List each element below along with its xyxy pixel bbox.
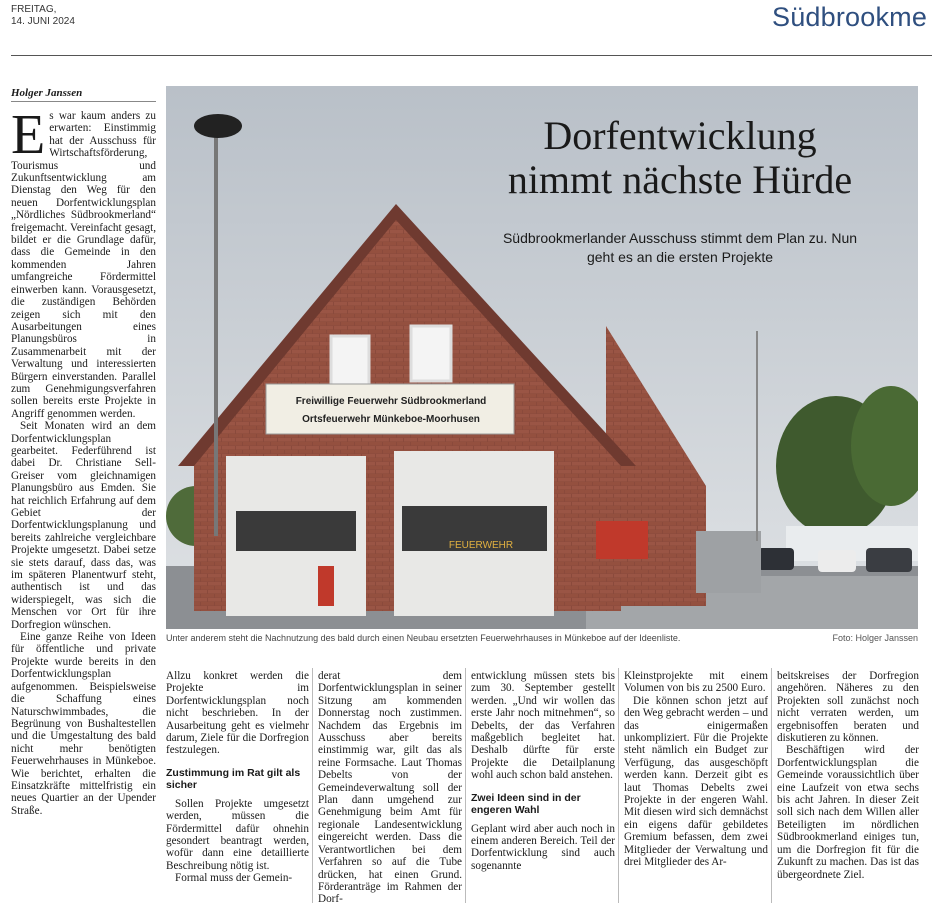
subheadline: Südbrookmerlander Ausschuss stimmt dem Plan zu. Nun geht es an die ersten Projekte — [502, 230, 858, 265]
door-lettering: FEUERWEHR — [448, 540, 514, 551]
article-column-6 — [777, 670, 919, 881]
paragraph: Sollen Projekte umgesetzt werden, müssen die Fördermittel dafür ohnehin gesondert beantragt werden, wofür dann eine detaillierte Beschreibung nötig ist. — [166, 797, 309, 872]
paragraph: Kleinstprojekte mit einem Volumen von bis zu 2500 Euro. — [624, 670, 768, 695]
drop-cap: E — [11, 104, 46, 166]
issue-date — [11, 4, 75, 28]
paragraph: Allzu konkret werden die Projekte im Dorfentwicklungsplan noch nicht beschrieben. In der Ausarbeitung geht es vielmehr darum, Ziele für die Dorfregion festzulegen. — [166, 670, 309, 757]
lead-paragraph — [11, 104, 156, 420]
author-byline: Holger Janssen — [11, 87, 83, 99]
headline-line-1: Dorfentwicklung — [543, 113, 817, 158]
intertitle: Zwei Ideen sind in der engeren Wahl — [471, 791, 581, 817]
paragraph: Seit Monaten wird an dem Dorfentwicklungsplan gearbeitet. Federführend ist dabei Dr. Christiane Sell-Greiser vom gleichnamigen Planungsbüro aus Emden. Sie hat reichlich Erfahrung auf dem Gebiet der Dorfentwicklungsplanung und bereits zahlreiche vergleichbare Projekte umgesetzt. Dabei setze sie stets darauf, dass das, was im späteren Planentwurf steht, authentisch ist und das widerspiegelt, was sich die Menschen vor Ort für ihre Dorfregion wünschen. — [11, 420, 156, 631]
sign-line-2: Ortsfeuerwehr Münkeboe-Moorhusen — [302, 414, 480, 425]
intertitle: Zustimmung im Rat gilt als sicher — [166, 766, 301, 792]
headline — [430, 114, 930, 202]
column-divider — [771, 668, 772, 903]
photo-caption — [166, 633, 918, 643]
column-divider — [465, 668, 466, 903]
paragraph: derat dem Dorfentwicklungsplan in seiner Sitzung am kommenden Donnerstag noch zustimmen. Nachdem das Ergebnis im Ausschuss aber bereits einstimmig war, gilt das als reine Formsache. Laut Thomas Debelts von der Gemeindeverwaltung soll der Plan dann umgehend zur Genehmigung beim Amt für regionale Landesentwicklung eingereicht werden. Dass die Verantwortlichen bei dem Verfahren so auf die Tube drücken, hat einen Grund. Förderanträge im Rahmen der Dorf- — [318, 670, 462, 906]
sign-line-1: Freiwillige Feuerwehr Südbrookmerland — [295, 396, 487, 407]
paragraph: entwicklung müssen stets bis zum 30. September gestellt werden. „Und wir wollen das erste Jahr noch mitnehmen“, so Debelts, der das Verfahren maßgeblich begleitet hat. Deshalb dürfte für erste Projekte die Detailplanung wohl auch schon bald anstehen. — [471, 670, 615, 782]
paragraph: Eine ganze Reihe von Ideen für öffentliche und private Projekte wurde bereits in den Dorfentwicklungsplan aufgenommen. Beispielsweise die Schaffung eines Naturschwimmbades, die Begrünung von Bushaltestellen und die Umgestaltung des bald nicht mehr benötigten Feuerwehrhauses in Münkeboe. Wie berichtet, erhalten die Einsatzkräfte mittelfristig ein neues Quartier an der Upender Straße. — [11, 631, 156, 817]
author-rule — [11, 101, 156, 102]
caption-text: Unter anderem steht die Nachnutzung des bald durch einen Neubau ersetzten Feuerwehrhauses in Münkeboe auf der Ideenliste. — [166, 633, 681, 643]
lead-text: s war kaum anders zu erwarten: Einstimmig hat der Ausschuss für Wirtschaftsförderung, Tourismus und Zukunftsentwicklung am Dienstag den Weg für den neuen Dorfentwicklungsplan „Nördliches Südbrookmerland“ freigemacht. Vereinfacht gesagt, bildet er die Grundlage dafür, dass die Gemeinde in den kommenden Jahren umfangreiche Fördermittel einwerben kann. Vorausgesetzt, die zuständigen Behörden zeigen sich mit den Ausarbeitungen eines Planungsbüros in Zusammenarbeit mit der Verwaltung und interessierten Bürgern einverstanden. Parallel zum Genehmigungsverfahren sollen bereits erste Projekte in Angriff genommen werden. — [11, 110, 156, 420]
column-divider — [312, 668, 313, 903]
section-title: Südbrookme — [772, 2, 928, 32]
column-divider — [618, 668, 619, 903]
paragraph: Die können schon jetzt auf den Weg gebracht werden – und das einigermaßen unkompliziert. Für die Projekte steht nämlich ein Budget zur Verfügung, das ausgeschöpft werden kann. Derzeit gibt es laut Thomas Debelts zwei Projekte in der engeren Wahl. Mit diesen wird sich demnächst ein eigens dafür gebildetes Gremium befassen, dem zwei Mitglieder der Verwaltung und drei Mitglieder des Ar- — [624, 694, 768, 869]
article-column-3 — [318, 670, 462, 906]
issue-weekday: FREITAG, — [11, 4, 57, 15]
masthead-rule — [11, 55, 932, 56]
paragraph: Formal muss der Gemein- — [175, 872, 293, 885]
paragraph: Beschäftigen wird der Dorfentwicklungsplan die Gemeinde voraussichtlich über eine Laufzeit von etwa sechs bis acht Jahren. In dieser Zeit soll sich nach dem Willen aller Beteiligten im nördlichen Südbrookmerland einiges tun, um die Dorfregion fit für die Zukunft zu machen. Das ist das übergeordnete Ziel. — [777, 744, 919, 881]
article-column-5 — [624, 670, 768, 869]
article-column-4 — [471, 670, 615, 872]
issue-date-text: 14. JUNI 2024 — [11, 16, 75, 27]
headline-line-2: nimmt nächste Hürde — [507, 157, 853, 202]
paragraph: Geplant wird aber auch noch in einem anderen Bereich. Teil der Dorfentwicklung sind auch sogenannte — [471, 822, 615, 872]
article-column-2 — [166, 670, 309, 885]
paragraph: beitskreises der Dorfregion angehören. Näheres zu den Projekten soll zunächst noch nicht verraten werden, um ergebnisoffen beraten und diskutieren zu können. — [777, 670, 919, 745]
photo-credit: Foto: Holger Janssen — [832, 633, 918, 643]
article-column-1 — [11, 104, 156, 817]
